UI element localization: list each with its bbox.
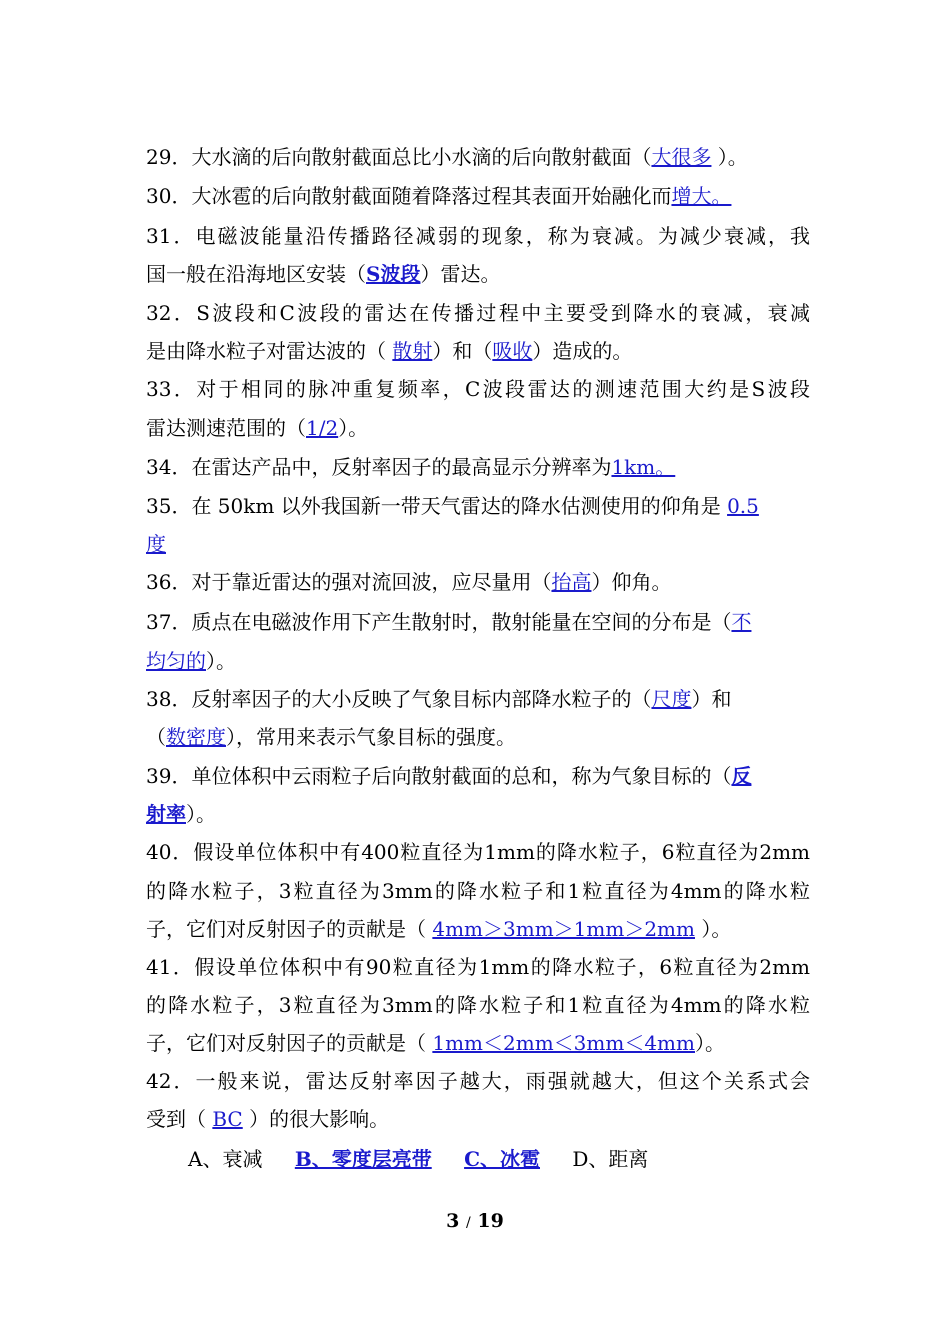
option-d: D、距离 bbox=[572, 1147, 649, 1171]
question-40: 40．假设单位体积中有400粒直径为1mm的降水粒子，6粒直径为2mm bbox=[146, 840, 810, 864]
page-current: 3 bbox=[446, 1210, 460, 1232]
answer-text: 增大。 bbox=[671, 184, 732, 208]
answer-text: BC bbox=[212, 1107, 243, 1131]
question-38-cont bbox=[146, 722, 810, 752]
question-40-cont bbox=[146, 914, 810, 944]
question-text: 雷达测速范围的（ bbox=[146, 416, 306, 440]
answer-text: 尺度 bbox=[651, 687, 692, 711]
question-41-cont: 的降水粒子，3粒直径为3mm的降水粒子和1粒直径为4mm的降水粒 bbox=[146, 993, 810, 1017]
option-a: A、衰减 bbox=[188, 1147, 263, 1171]
question-36 bbox=[146, 567, 810, 597]
question-34 bbox=[146, 452, 810, 482]
question-37-cont bbox=[146, 646, 810, 676]
answer-text: 度 bbox=[146, 532, 166, 556]
answer-text: 不 bbox=[731, 610, 752, 634]
question-38 bbox=[146, 684, 810, 714]
question-37 bbox=[146, 607, 810, 637]
question-41: 41．假设单位体积中有90粒直径为1mm的降水粒子，6粒直径为2mm bbox=[146, 955, 810, 979]
question-text: ）仰角。 bbox=[591, 570, 672, 594]
answer-text: 1mm＜2mm＜3mm＜4mm bbox=[432, 1031, 695, 1055]
question-text: 是由降水粒子对雷达波的（ bbox=[146, 339, 393, 363]
question-42: 42．一般来说，雷达反射率因子越大，雨强就越大，但这个关系式会 bbox=[146, 1069, 810, 1093]
option-b: B、零度层亮带 bbox=[294, 1147, 432, 1171]
question-text: ）。 bbox=[694, 917, 732, 941]
page-separator: / bbox=[466, 1215, 471, 1231]
question-31-cont bbox=[146, 259, 810, 289]
question-39 bbox=[146, 761, 810, 791]
question-text: 39．单位体积中云雨粒子后向散射截面的总和，称为气象目标的（ bbox=[146, 764, 732, 788]
question-42-cont bbox=[146, 1104, 810, 1134]
question-text: 30．大冰雹的后向散射截面随着降落过程其表面开始融化而 bbox=[146, 184, 672, 208]
question-text: ），常用来表示气象目标的强度。 bbox=[226, 725, 516, 749]
answer-text: 大很多 bbox=[651, 145, 712, 169]
question-30 bbox=[146, 181, 810, 211]
question-text: 35．在 50km 以外我国新一带天气雷达的降水估测使用的仰角是 bbox=[146, 494, 728, 518]
question-text: 子，它们对反射因子的贡献是（ bbox=[146, 1031, 433, 1055]
question-33-cont bbox=[146, 413, 810, 443]
answer-text: 抬高 bbox=[551, 570, 592, 594]
question-text: ）。 bbox=[338, 416, 369, 440]
answer-text: 0.5 bbox=[727, 494, 759, 518]
answer-text: S波段 bbox=[366, 262, 421, 286]
question-39-cont bbox=[146, 799, 810, 829]
question-text: 37．质点在电磁波作用下产生散射时，散射能量在空间的分布是（ bbox=[146, 610, 732, 634]
question-35-cont bbox=[146, 529, 810, 559]
question-text: ）造成的。 bbox=[532, 339, 633, 363]
question-text: 34．在雷达产品中，反射率因子的最高显示分辨率为 bbox=[146, 455, 612, 479]
question-text: 36．对于靠近雷达的强对流回波，应尽量用（ bbox=[146, 570, 552, 594]
answer-text: 1km。 bbox=[611, 455, 676, 479]
question-29 bbox=[146, 142, 810, 172]
question-text: ）。 bbox=[186, 802, 216, 826]
answer-text: 均匀的 bbox=[146, 649, 206, 673]
answer-text: 1/2 bbox=[306, 416, 339, 440]
option-c: C、冰雹 bbox=[464, 1147, 540, 1171]
answer-text: 吸收 bbox=[492, 339, 533, 363]
question-40-cont: 的降水粒子，3粒直径为3mm的降水粒子和1粒直径为4mm的降水粒 bbox=[146, 879, 810, 903]
question-text: ）和（ bbox=[432, 339, 493, 363]
question-text: 38．反射率因子的大小反映了气象目标内部降水粒子的（ bbox=[146, 687, 652, 711]
question-41-cont bbox=[146, 1028, 810, 1058]
question-32: 32．S波段和C波段的雷达在传播过程中主要受到降水的衰减，衰减 bbox=[146, 301, 810, 325]
question-text: 国一般在沿海地区安装（ bbox=[146, 262, 366, 286]
question-text: （ bbox=[146, 725, 166, 749]
question-35 bbox=[146, 491, 810, 521]
answer-text: 射率 bbox=[146, 802, 186, 826]
answer-text: 散射 bbox=[392, 339, 433, 363]
question-text: ）的很大影响。 bbox=[242, 1107, 390, 1131]
question-text: ）和 bbox=[691, 687, 732, 711]
answer-text: 反 bbox=[731, 764, 752, 788]
question-text: ）。 bbox=[711, 145, 748, 169]
question-32-cont bbox=[146, 336, 810, 366]
page-total: 19 bbox=[477, 1210, 504, 1232]
question-text: ）。 bbox=[694, 1031, 725, 1055]
question-text: 29．大水滴的后向散射截面总比小水滴的后向散射截面（ bbox=[146, 145, 652, 169]
question-text: 受到（ bbox=[146, 1107, 213, 1131]
question-text: ）。 bbox=[206, 649, 236, 673]
question-text: ）雷达。 bbox=[420, 262, 501, 286]
answer-text: 4mm＞3mm＞1mm＞2mm bbox=[432, 917, 695, 941]
page-number bbox=[0, 1206, 950, 1238]
question-33: 33．对于相同的脉冲重复频率，C波段雷达的测速范围大约是S波段 bbox=[146, 377, 810, 401]
answer-text: 数密度 bbox=[166, 725, 226, 749]
answer-options bbox=[188, 1144, 788, 1174]
question-text: 子，它们对反射因子的贡献是（ bbox=[146, 917, 433, 941]
question-31: 31．电磁波能量沿传播路径减弱的现象，称为衰减。为减少衰减，我 bbox=[146, 224, 810, 248]
